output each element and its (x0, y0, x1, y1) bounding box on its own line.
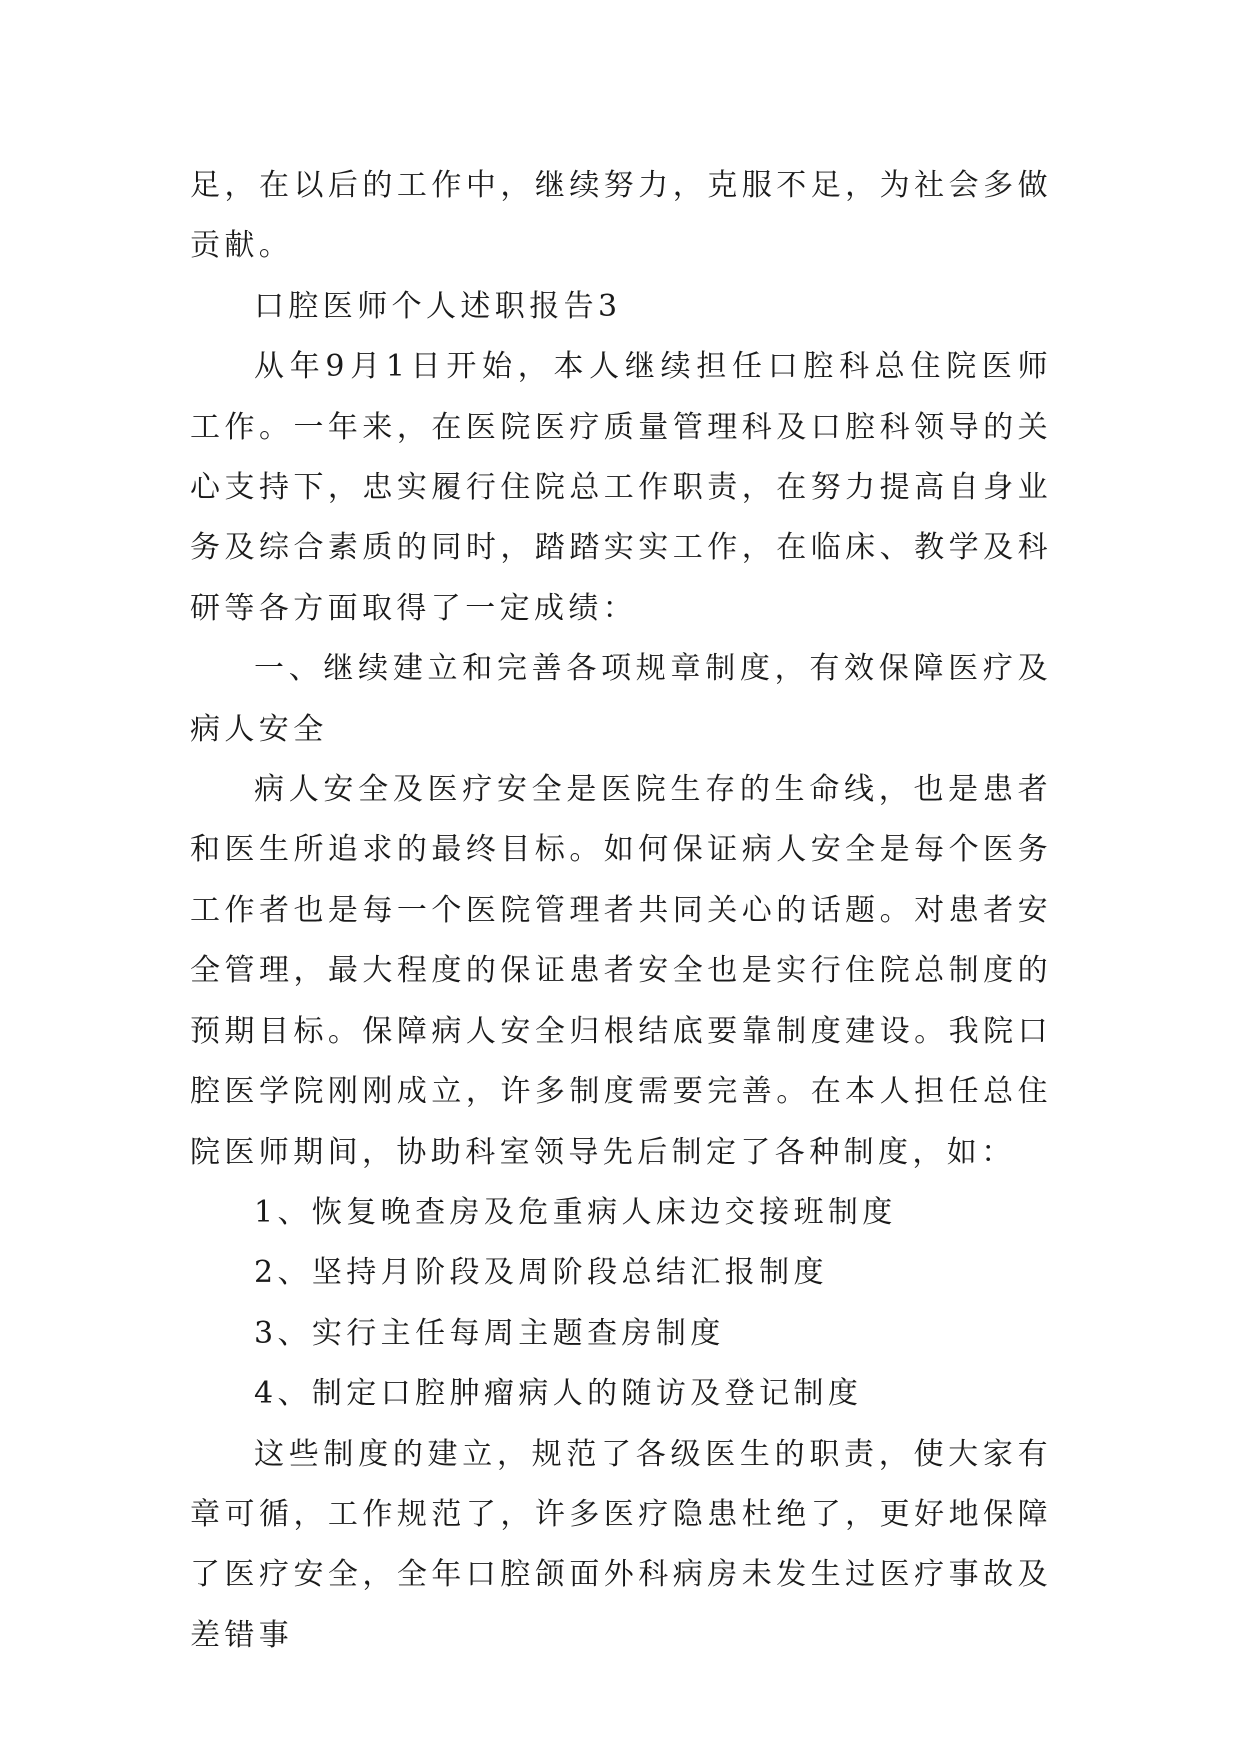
paragraph-intro: 从年9月1日开始，本人继续担任口腔科总住院医师工作。一年来，在医院医疗质量管理科及口腔科领导的关心支持下，忠实履行住院总工作职责，在努力提高自身业务及综合素质的同时，踏踏实实工作，在临床、教学及科研等各方面取得了一定成绩： (190, 349, 1052, 626)
list-item-2: 2、坚持月阶段及周阶段总结汇报制度 (254, 1255, 828, 1291)
document-body (190, 156, 1052, 1666)
paragraph-conclusion: 这些制度的建立，规范了各级医生的职责，使大家有章可循，工作规范了，许多医疗隐患杜绝了，更好地保障了医疗安全，全年口腔颌面外科病房未发生过医疗事故及差错事 (190, 1436, 1052, 1653)
section-heading-1: 一、继续建立和完善各项规章制度，有效保障医疗及病人安全 (190, 651, 1052, 747)
list-item-3: 3、实行主任每周主题查房制度 (254, 1315, 725, 1351)
list-item-4: 4、制定口腔肿瘤病人的随访及登记制度 (254, 1376, 863, 1412)
paragraph-continuation: 足，在以后的工作中，继续努力，克服不足，为社会多做贡献。 (190, 168, 1052, 264)
section-title: 口腔医师个人述职报告3 (254, 288, 622, 324)
list-item-1: 1、恢复晚查房及危重病人床边交接班制度 (254, 1194, 897, 1230)
paragraph-safety: 病人安全及医疗安全是医院生存的生命线，也是患者和医生所追求的最终目标。如何保证病人安全是每个医务工作者也是每一个医院管理者共同关心的话题。对患者安全管理，最大程度的保证患者安全也是实行住院总制度的预期目标。保障病人安全归根结底要靠制度建设。我院口腔医学院刚刚成立，许多制度需要完善。在本人担任总住院医师期间，协助科室领导先后制定了各种制度，如： (190, 772, 1052, 1170)
